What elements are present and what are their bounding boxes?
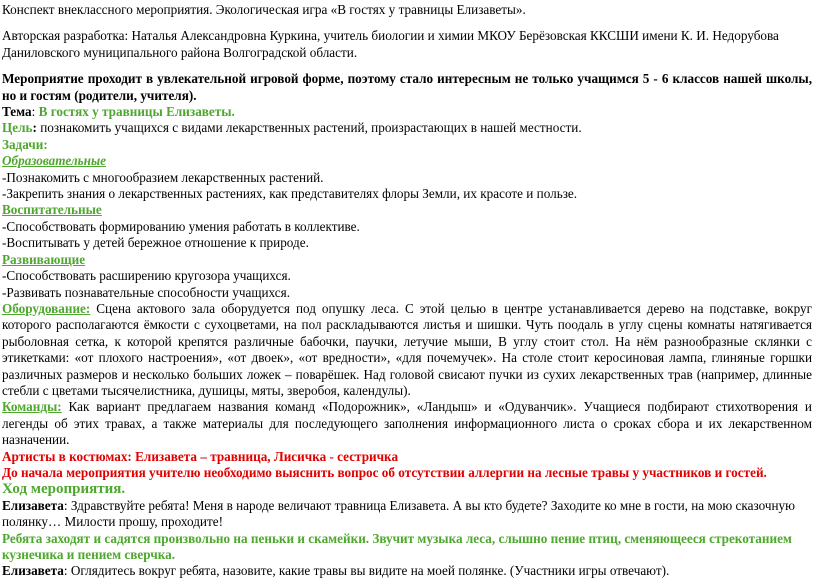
course-heading: Ход мероприятия.	[2, 481, 126, 498]
stage-direction: Ребята заходят и садятся произвольно на пеньки и скамейки. Звучит музыка леса, слышно пение птиц, сменяющееся стрекотанием кузнечика и пением сверчка.	[2, 530, 792, 562]
speech-colon: :	[63, 497, 71, 513]
developing-heading: Развивающие	[2, 251, 86, 267]
list-item: -Воспитывать у детей бережное отношение к природе.	[2, 235, 309, 251]
tasks-heading: Задачи:	[2, 136, 48, 152]
list-item: -Способствовать формированию умения работать в коллективе.	[2, 218, 360, 234]
speaker-name: Елизавета	[2, 563, 64, 579]
list-item: -Познакомить с многообразием лекарственных растений.	[2, 169, 324, 185]
intro-paragraph: Мероприятие проходит в увлекательной игровой форме, поэтому стало интересным не только учащимся 5 - 6 классов нашей школы, но и гостям (родители, учителя).	[2, 71, 812, 103]
theme-value: В гостях у травницы Елизаветы.	[38, 104, 235, 120]
document-page	[2, 2, 812, 580]
goal-value: познакомить учащихся с видами лекарственных растений, произрастающих в нашей местности.	[40, 120, 582, 136]
spacer	[2, 61, 812, 71]
document-title: Конспект внеклассного мероприятия. Экологическая игра «В гостях у травницы Елизаветы».	[2, 2, 526, 17]
list-item: -Развивать познавательные способности учащихся.	[2, 284, 290, 300]
speaker-name: Елизавета	[2, 497, 64, 513]
educational-heading: Образовательные	[2, 153, 106, 169]
artists-line: Артисты в костюмах: Елизавета – травница, Лисичка - сестричка	[2, 448, 399, 464]
speech-colon: :	[63, 563, 71, 579]
goal-colon: :	[32, 120, 41, 136]
equipment-text: Сцена актового зала оборудуется под опушку леса. С этой целью в центре устанавливается дерево на подставке, вокруг которого располагаются ёмкости с сухоцветами, на пол раскладываются листья и шишки. Чуть поодаль в углу сцены комнаты натягивается рыболовная сетка, к которой крепятся различные бабочки, паучки, летучие мыши, В углу стоит стол. На нём разнообразные склянки с этикетками: «от плохого настроения», «от двоек», «от вредности», «для почемучек». На столе стоит керосиновая лампа, глиняные горшки различных размеров и несколько больших ложек – поварёшек. Над головой свисают пучки из сухих лекарственных трав (например, длинные стебли с цветами тысячелистника, душицы, мяты, зверобоя, календулы).	[2, 300, 812, 398]
allergy-warning: До начала мероприятия учителю необходимо выяснить вопрос об отсутствии аллергии на лесные травы у участников и гостей.	[2, 464, 767, 480]
theme-line	[2, 104, 812, 120]
teams-paragraph	[2, 399, 812, 448]
speech-paragraph	[2, 563, 812, 579]
theme-colon: :	[31, 104, 39, 120]
spacer	[2, 18, 812, 28]
equipment-paragraph	[2, 301, 812, 399]
teams-text: Как вариант предлагаем названия команд «Подорожник», «Ландыш» и «Одуванчик». Учащиеся подбирают стихотворения и легенды об этих травах, а также материалы для последующего заполнения информационного листа о сроках сбора и их лекарственном назначении.	[2, 399, 812, 448]
equipment-label: Оборудование:	[2, 300, 91, 316]
speech-paragraph	[2, 498, 812, 531]
upbringing-heading: Воспитательные	[2, 202, 102, 218]
list-item: -Способствовать расширению кругозора учащихся.	[2, 268, 291, 284]
author-line: Авторская разработка: Наталья Александровна Куркина, учитель биологии и химии МКОУ Берёзовская ККСШИ имени К. И. Недорубова Даниловского муниципального района Волгоградской области.	[2, 28, 779, 60]
speech-text: Здравствуйте ребята! Меня в народе величают травница Елизавета. А вы кто будете? Заходите ко мне в гости, на мою сказочную полянку… Милости прошу, проходите!	[2, 497, 795, 530]
list-item: -Закрепить знания о лекарственных растениях, как представителях флоры Земли, их красоте и пользе.	[2, 186, 578, 202]
theme-label: Тема	[2, 104, 32, 120]
speech-text: Оглядитесь вокруг ребята, назовите, какие травы вы видите на моей полянке. (Участники игры отвечают).	[70, 563, 670, 579]
goal-label: Цель	[2, 120, 33, 136]
teams-label: Команды:	[2, 399, 62, 415]
goal-line	[2, 120, 812, 136]
